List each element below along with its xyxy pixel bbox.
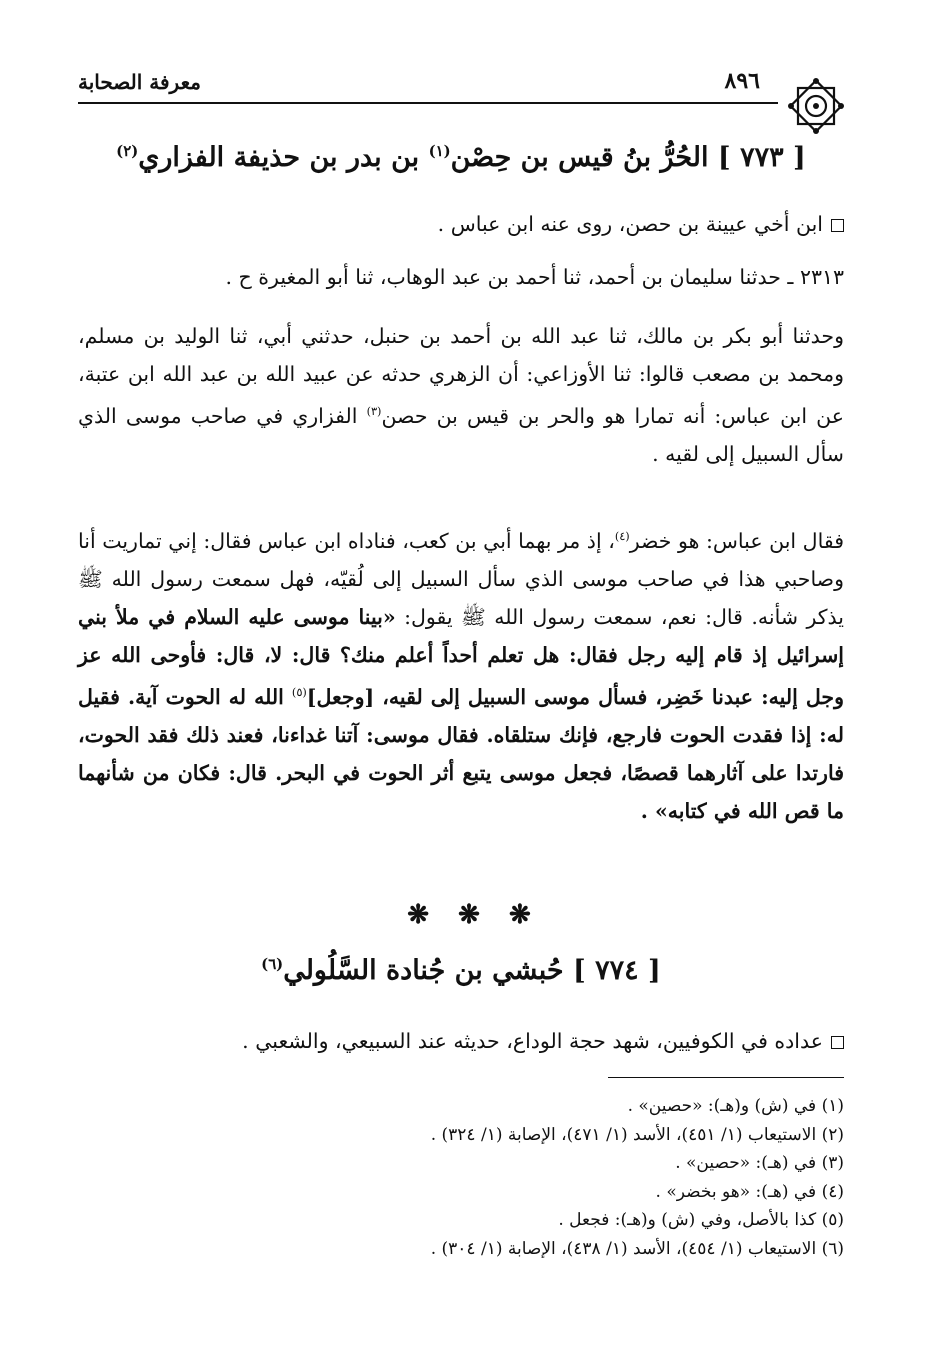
- paragraph-2-text-b: ، إذ مر بهما أبي بن كعب، فناداه ابن عباس فقال: إني تماريت أنا وصاحبي هذا في صاحب موسى الذي سأل السبيل إلى لُقيّه، فهل سمعت رسول الله ﷺ يذكر شأنه. قال: نعم، سمعت رسول الله ﷺ يقول:: [78, 528, 844, 629]
- footnote-4: (٤) في (هـ): «هو بخضر» .: [655, 1181, 844, 1202]
- hadith-chain-line: [78, 258, 844, 296]
- star-ornament-icon: [784, 74, 848, 138]
- entry-773-intro-text: ابن أخي عيينة بن حصن، روى عنه ابن عباس .: [437, 212, 823, 236]
- page-header: [78, 62, 848, 134]
- paragraph-2-text-a: فقال ابن عباس: هو خضر: [629, 528, 844, 553]
- footnote-3: (٣) في (هـ): «حصين» .: [675, 1153, 844, 1173]
- square-bullet-icon: [831, 219, 844, 232]
- entry-773-heading: [78, 142, 844, 173]
- running-title: معرفة الصحابة: [78, 70, 201, 94]
- paragraph-2: [78, 518, 844, 830]
- header-rule: [78, 102, 778, 104]
- footnote-ref-4: (٤): [614, 530, 630, 543]
- hadith-quote-b: الله له الحوت آية. فقيل له: إذا فقدت الحوت فارجع، فإنك ستلقاه. فقال موسى: آتنا غداءنا، فعند ذلك فقد الحوت، فارتدا على آثارهما قصصًا، فجعل موسى يتبع أثر الحوت في البحر. قال: فكان من شأنهما ما قص الله في كتابه» .: [78, 684, 844, 823]
- hadith-2313-line: ٢٣١٣ ـ حدثنا سليمان بن أحمد، ثنا أحمد بن عبد الوهاب، ثنا أبو المغيرة ح .: [225, 265, 844, 289]
- footnote-1: (١) في (ش) و(هـ): «حصين» .: [627, 1096, 844, 1116]
- footnote-rule: [608, 1077, 844, 1078]
- footnote-5: (٥) كذا بالأصل، وفي (ش) و(هـ): فجعل .: [558, 1210, 844, 1230]
- entry-773-heading-name: [ ٧٧٣ ] الحُرُّ بنُ قيس بن حِصْن: [450, 142, 806, 173]
- footnotes: [78, 1092, 844, 1263]
- paragraph-1: [78, 317, 844, 473]
- footnote-ref-5: (٥): [291, 685, 307, 699]
- entry-774-heading-name: [ ٧٧٤ ] حُبشي بن جُنادة السَّلُولي: [283, 955, 661, 986]
- footnote-6: (٦) الاستيعاب (١/ ٤٥٤)، الأسد (١/ ٤٣٨)، الإصابة (١/ ٣٠٤) .: [430, 1238, 844, 1259]
- section-separator: ❋ ❋ ❋: [407, 900, 541, 930]
- entry-773-heading-lineage: بن بدر بن حذيفة الفزاري: [138, 142, 429, 173]
- footnote-ref-1: (١): [428, 142, 451, 160]
- paragraph-1-text-b: الفزاري في صاحب موسى الذي سأل السبيل إلى لقيه .: [78, 403, 844, 466]
- page-number: ٨٩٦: [724, 68, 760, 94]
- footnote-ref-2: (٢): [116, 142, 139, 160]
- paragraph-1-text-a: وحدثنا أبو بكر بن مالك، ثنا عبد الله بن أحمد بن حنبل، حدثني أبي، ثنا الوليد بن مسلم، ومحمد بن مصعب قالوا: ثنا الأوزاعي: أن الزهري حدثه عن عبيد الله بن عبد الله ابن عتبة، عن ابن عباس: أنه تمارا هو والحر بن قيس بن حصن: [78, 324, 844, 428]
- entry-774-intro: [78, 1022, 844, 1060]
- entry-773-intro: [78, 205, 844, 243]
- footnote-ref-6: (٦): [261, 955, 284, 973]
- footnote-2: (٢) الاستيعاب (١/ ٤٥١)، الأسد (١/ ٤٧١)، الإصابة (١/ ٣٢٤) .: [430, 1124, 844, 1145]
- hadith-quote-a: «بينا موسى عليه السلام في ملأ بني إسرائيل إذ قام إليه رجل فقال: هل تعلم أحداً أعلم منك؟ قال: لا، قال: فأوحى الله عز وجل إليه: عبدنا خَضِر، فسأل موسى السبيل إلى لقيه، [وجعل]: [78, 604, 844, 709]
- entry-774-intro-text: عداده في الكوفيين، شهد حجة الوداع، حديثه عند السبيعي، والشعبي .: [242, 1029, 823, 1053]
- entry-774-heading: [78, 955, 844, 986]
- square-bullet-icon: [831, 1036, 844, 1049]
- footnote-ref-3: (٣): [366, 405, 382, 418]
